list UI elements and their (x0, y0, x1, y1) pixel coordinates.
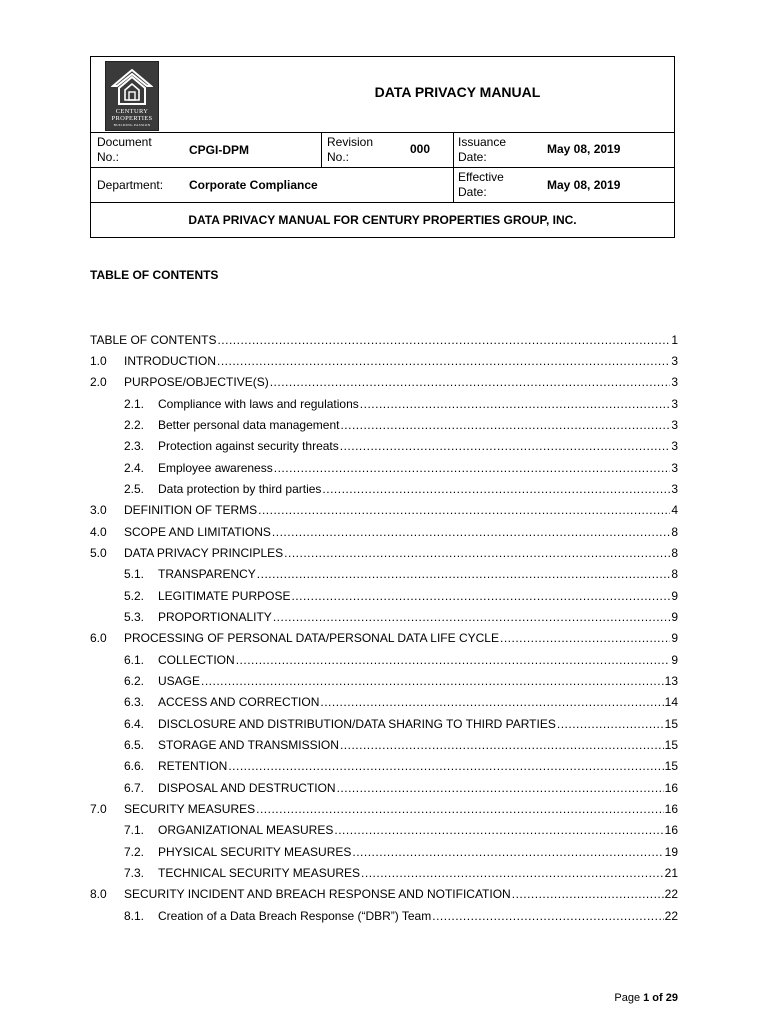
toc-entry-page: 15 (664, 716, 678, 731)
toc-entry-number: 5.0 (90, 545, 107, 560)
toc-entry-number: 6.3. (124, 695, 145, 710)
toc-entry-title: TECHNICAL SECURITY MEASURES (158, 865, 361, 880)
toc-dot-leader (557, 717, 664, 731)
toc-entry[interactable] (90, 692, 678, 713)
toc-entry[interactable] (90, 457, 678, 478)
toc-entry-number: 2.5. (124, 481, 145, 496)
toc-entry-title: PHYSICAL SECURITY MEASURES (158, 844, 352, 859)
toc-entry-page: 3 (671, 375, 678, 390)
toc-entry-page: 15 (664, 737, 678, 752)
toc-entry[interactable] (90, 350, 678, 371)
full-document-title: DATA PRIVACY MANUAL FOR CENTURY PROPERTIES GROUP, INC. (188, 213, 577, 227)
toc-entry[interactable] (90, 414, 678, 435)
toc-entry-number: 6.4. (124, 716, 145, 731)
toc-entry-title: Creation of a Data Breach Response (“DBR”) Team (158, 908, 432, 923)
logo-text-properties: PROPERTIES (111, 115, 153, 122)
toc-entry-title: DISPOSAL AND DESTRUCTION (158, 780, 336, 795)
toc-entry-number: 6.7. (124, 780, 145, 795)
toc-dot-leader (340, 738, 664, 752)
document-header-table (90, 56, 675, 238)
toc-entry-page: 8 (671, 545, 678, 560)
toc-entry-number: 5.2. (124, 588, 145, 603)
toc-dot-leader (257, 567, 671, 581)
toc-entry-number: 8.0 (90, 887, 107, 902)
toc-entry-page: 16 (664, 780, 678, 795)
header-title-row (91, 57, 674, 133)
table-of-contents (90, 329, 678, 926)
header-info-row-1 (91, 133, 674, 168)
toc-entry-title: SECURITY INCIDENT AND BREACH RESPONSE AND NOTIFICATION (124, 887, 511, 902)
toc-entry-number: 4.0 (90, 524, 107, 539)
toc-entry[interactable] (90, 649, 678, 670)
toc-dot-leader (270, 375, 671, 389)
toc-entry-title: RETENTION (158, 759, 228, 774)
page-prefix: Page (614, 992, 644, 1004)
toc-dot-leader (256, 802, 664, 816)
revision-value: 000 (410, 142, 431, 156)
toc-entry-title: Data protection by third parties (158, 481, 322, 496)
toc-dot-leader (500, 631, 670, 645)
toc-entry-page: 13 (664, 673, 678, 688)
toc-dot-leader (352, 845, 663, 859)
toc-dot-leader (236, 653, 671, 667)
toc-entry-page: 3 (671, 439, 678, 454)
toc-entry-page: 3 (671, 396, 678, 411)
toc-entry-number: 5.1. (124, 567, 145, 582)
toc-entry-title: PURPOSE/OBJECTIVE(S) (124, 375, 269, 390)
toc-entry-title: Better personal data management (158, 417, 340, 432)
toc-entry-number: 7.2. (124, 844, 145, 859)
toc-entry-title: SCOPE AND LIMITATIONS (124, 524, 271, 539)
toc-entry[interactable] (90, 521, 678, 542)
toc-entry-page: 16 (664, 823, 678, 838)
effective-label-2: Date: (458, 185, 487, 199)
toc-entry-number: 7.1. (124, 823, 145, 838)
toc-entry-page: 9 (671, 652, 678, 667)
toc-dot-leader (201, 674, 664, 688)
toc-entry-page: 14 (664, 695, 678, 710)
toc-entry[interactable] (90, 500, 678, 521)
toc-entry-title: PROCESSING OF PERSONAL DATA/PERSONAL DATA LIFE CYCLE (124, 631, 499, 646)
toc-dot-leader (361, 866, 664, 880)
toc-entry[interactable] (90, 436, 678, 457)
toc-dot-leader (217, 354, 670, 368)
page-current: 1 (643, 992, 650, 1004)
toc-entry-title: ORGANIZATIONAL MEASURES (158, 823, 334, 838)
toc-entry[interactable] (90, 542, 678, 563)
toc-entry-page: 3 (671, 481, 678, 496)
toc-dot-leader (512, 887, 664, 901)
toc-entry-title: Compliance with laws and regulations (158, 396, 359, 411)
toc-entry[interactable] (90, 670, 678, 691)
toc-entry-title: DISCLOSURE AND DISTRIBUTION/DATA SHARING TO THIRD PARTIES (158, 716, 556, 731)
century-properties-logo (105, 61, 159, 131)
toc-entry-number: 6.6. (124, 759, 145, 774)
issuance-label-1: Issuance (458, 135, 507, 149)
doc-no-label-2: No.: (97, 150, 120, 164)
toc-entry[interactable] (90, 478, 678, 499)
toc-entry-number: 6.1. (124, 652, 145, 667)
header-info-row-2 (91, 168, 674, 203)
toc-entry-title: LEGITIMATE PURPOSE (158, 588, 291, 603)
toc-entry-page: 9 (671, 631, 678, 646)
toc-entry-page: 21 (664, 865, 678, 880)
toc-entry-page: 9 (671, 588, 678, 603)
toc-entry-number: 5.3. (124, 609, 145, 624)
toc-entry-page: 16 (664, 801, 678, 816)
toc-entry-page: 19 (664, 844, 678, 859)
toc-entry[interactable] (90, 585, 678, 606)
toc-entry-title: USAGE (158, 673, 201, 688)
toc-entry-page: 4 (671, 503, 678, 518)
toc-entry[interactable] (90, 884, 678, 905)
revision-label-1: Revision (327, 135, 374, 149)
toc-entry[interactable] (90, 798, 678, 819)
house-logo-icon (111, 68, 153, 106)
toc-entry-title: STORAGE AND TRANSMISSION (158, 737, 339, 752)
issuance-label-2: Date: (458, 150, 487, 164)
toc-dot-leader (322, 482, 670, 496)
toc-entry-title: PROPORTIONALITY (158, 609, 272, 624)
toc-entry[interactable] (90, 734, 678, 755)
toc-entry-number: 2.2. (124, 417, 145, 432)
toc-dot-leader (273, 610, 671, 624)
toc-entry-title: DEFINITION OF TERMS (124, 503, 258, 518)
logo-text-tagline: BUILDING PASSION (113, 123, 151, 127)
toc-entry-page: 15 (664, 759, 678, 774)
toc-entry-number: 7.3. (124, 865, 145, 880)
toc-heading: TABLE OF CONTENTS (90, 268, 219, 282)
toc-entry[interactable] (90, 329, 678, 350)
toc-dot-leader (432, 909, 663, 923)
toc-entry[interactable] (90, 862, 678, 883)
toc-entry[interactable] (90, 713, 678, 734)
issuance-date-value: May 08, 2019 (547, 142, 621, 156)
toc-entry-page: 3 (671, 417, 678, 432)
toc-entry[interactable] (90, 777, 678, 798)
toc-entry-number: 7.0 (90, 801, 107, 816)
revision-label-2: No.: (327, 150, 350, 164)
toc-entry-page: 1 (671, 332, 678, 347)
toc-dot-leader (360, 397, 671, 411)
effective-date-value: May 08, 2019 (547, 178, 621, 192)
toc-entry-page: 8 (671, 524, 678, 539)
toc-entry-title: ACCESS AND CORRECTION (158, 695, 320, 710)
page-total: 29 (665, 992, 678, 1004)
department-label: Department: (97, 178, 164, 192)
toc-dot-leader (337, 781, 664, 795)
toc-entry[interactable] (90, 393, 678, 414)
toc-entry[interactable] (90, 372, 678, 393)
toc-dot-leader (340, 418, 670, 432)
toc-entry-number: 2.4. (124, 460, 145, 475)
toc-dot-leader (320, 695, 663, 709)
toc-dot-leader (334, 823, 663, 837)
toc-entry-number: 8.1. (124, 908, 145, 923)
toc-entry-page: 3 (671, 460, 678, 475)
doc-no-label-1: Document (97, 135, 152, 149)
toc-dot-leader (272, 525, 670, 539)
toc-entry-page: 22 (664, 887, 678, 902)
toc-dot-leader (217, 333, 670, 347)
toc-entry-number: 1.0 (90, 353, 107, 368)
toc-entry-number: 6.5. (124, 737, 145, 752)
toc-entry[interactable] (90, 606, 678, 627)
toc-dot-leader (340, 439, 671, 453)
toc-dot-leader (274, 461, 671, 475)
divider (453, 168, 454, 202)
toc-entry[interactable] (90, 820, 678, 841)
toc-entry-title: TABLE OF CONTENTS (90, 332, 217, 347)
toc-dot-leader (258, 503, 670, 517)
toc-entry-title: DATA PRIVACY PRINCIPLES (124, 545, 284, 560)
toc-entry-title: Employee awareness (158, 460, 273, 475)
toc-entry-title: INTRODUCTION (124, 353, 216, 368)
toc-entry-number: 2.3. (124, 439, 145, 454)
department-value: Corporate Compliance (189, 178, 318, 192)
divider (321, 133, 322, 167)
toc-entry[interactable] (90, 841, 678, 862)
toc-dot-leader (284, 546, 670, 560)
toc-entry-number: 2.0 (90, 375, 107, 390)
toc-entry[interactable] (90, 756, 678, 777)
divider (453, 133, 454, 167)
effective-label-1: Effective (458, 170, 504, 184)
document-title: DATA PRIVACY MANUAL (374, 84, 541, 100)
toc-entry-number: 6.2. (124, 673, 145, 688)
toc-entry[interactable] (90, 564, 678, 585)
toc-entry-page: 8 (671, 567, 678, 582)
toc-entry[interactable] (90, 628, 678, 649)
page-number-footer (614, 992, 678, 1004)
toc-entry-title: TRANSPARENCY (158, 567, 256, 582)
toc-dot-leader (291, 589, 670, 603)
toc-entry-number: 3.0 (90, 503, 107, 518)
toc-entry-number: 2.1. (124, 396, 145, 411)
toc-entry-title: COLLECTION (158, 652, 235, 667)
doc-no-value: CPGI-DPM (189, 143, 249, 157)
header-full-title-row (91, 203, 674, 238)
toc-entry-page: 22 (664, 908, 678, 923)
toc-entry-page: 3 (671, 353, 678, 368)
logo-text-century: CENTURY (115, 108, 149, 115)
page-of: of (649, 992, 666, 1004)
toc-entry[interactable] (90, 905, 678, 926)
toc-dot-leader (228, 759, 663, 773)
toc-entry-title: SECURITY MEASURES (124, 801, 256, 816)
toc-entry-number: 6.0 (90, 631, 107, 646)
toc-entry-title: Protection against security threats (158, 439, 339, 454)
toc-entry-page: 9 (671, 609, 678, 624)
